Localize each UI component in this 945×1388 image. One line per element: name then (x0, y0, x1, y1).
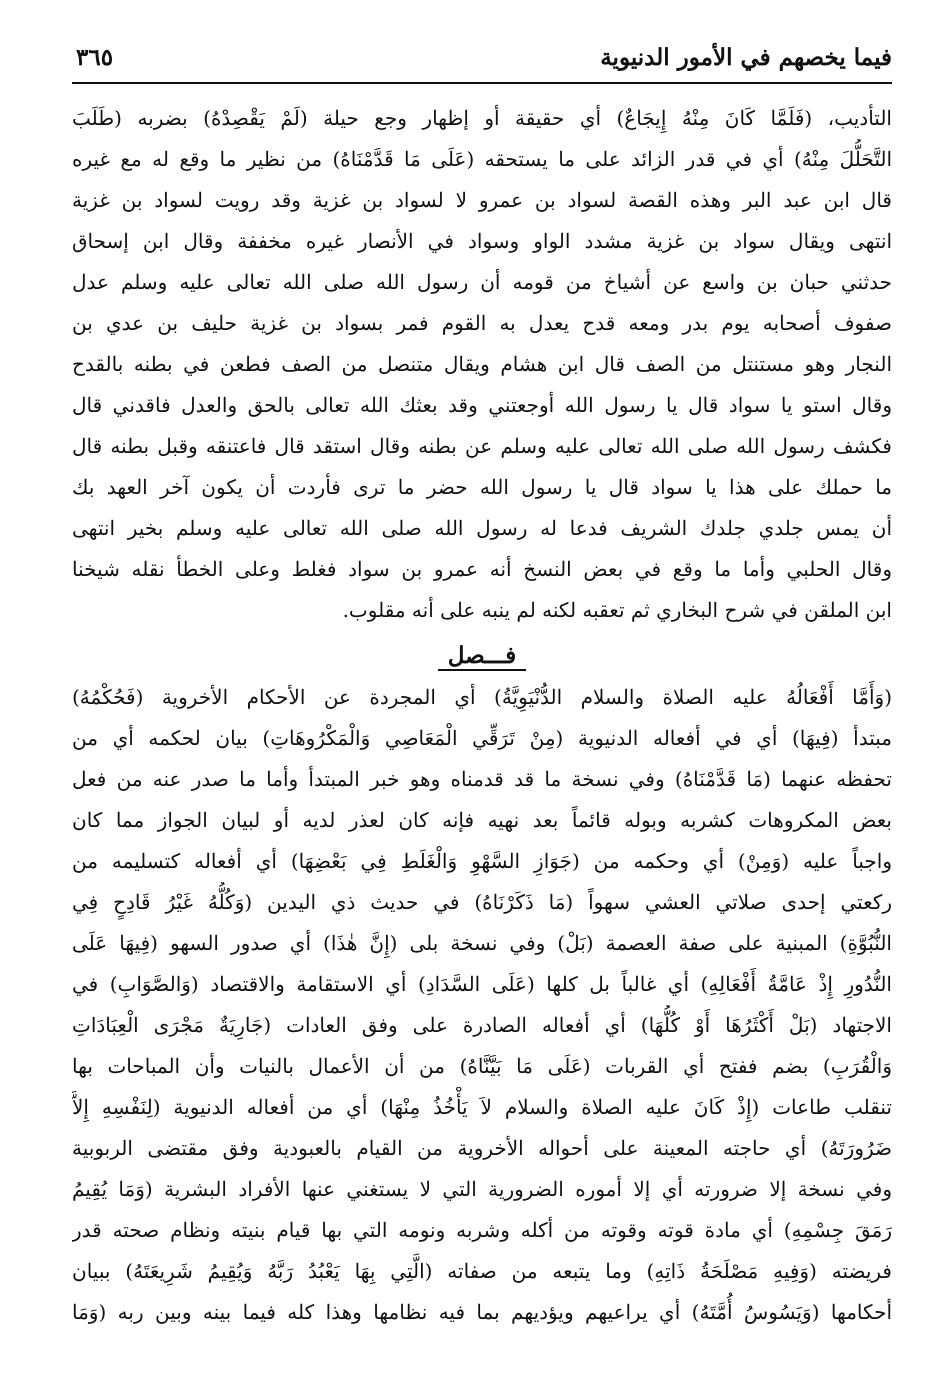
text-line: ضَرُورَتَهُ) أي حاجته المعينة على أحواله الأخروية من القيام بالعبودية وفق مقتضى الربوبية (72, 1136, 892, 1160)
text-line: النجار وهو مستنتل من الصف قال ابن هشام ويقال متنصل من الصف فطعن في بطنه بالقدح (72, 352, 892, 376)
text-line: انتهى ويقال سواد بن غزية مشدد الواو وسواد في الأنصار غيره مخففة وقال ابن إسحاق (72, 229, 892, 253)
text-line: وقال الحلبي وأما ما وقع في بعض النسخ أنه عمرو بن سواد فغلط وعلى الخطأ نقله شيخنا (72, 557, 892, 581)
text-line: فكشف رسول الله صلى الله تعالى عليه وسلم عن بطنه وقال استقد قال فاعتنقه وقبل بطنه قال (72, 434, 892, 458)
running-title: فيما يخصهم في الأمور الدنيوية (600, 44, 892, 71)
text-line: أحكامها (وَيَسُوسُ أُمَّتَهُ) أي يراعيهم ويؤديهم بما فيه نظامها وهذا كله فيما بينه وبين ربه (وَمَا (72, 1300, 892, 1324)
paragraph-2 (72, 677, 892, 1333)
body-text (72, 98, 892, 1333)
text-line: تحفظه عنهما (مَا قَدَّمْنَاهُ) وفي نسخة ما قد قدمناه وهو خبر المبتدأ وأما ما صدر عنه من فعل (72, 767, 892, 791)
book-page (72, 38, 892, 1333)
text-line: وقال استو يا سواد قال يا رسول الله أوجعتني وقد بعثك الله تعالى بالحق والعدل فاقدني قال (72, 393, 892, 417)
text-line: التَّحَلُّلَ مِنْهُ) أي في قدر الزائد على ما يستحقه (عَلَى مَا قَدَّمْنَاهُ) من نظير ما وقع له مع غيره (72, 147, 892, 171)
text-line: مبتدأ (فِيهَا) أي في أفعاله الدنيوية (مِنْ تَرَقِّي الْمَعَاصِي وَالْمَكْرُوهَاتِ) بيان لحكمه أي من (72, 726, 892, 750)
text-line: النُّدُورِ إِذْ عَامَّةُ أَفْعَالِهِ) أي غالباً بل كلها (عَلَى السَّدَادِ) أي الاستقامة والاقتصاد (وَالصَّوَابِ) في (72, 972, 892, 996)
text-line: النُّبُوَّةِ) المبنية على صفة العصمة (بَلْ) وفي نسخة بلى (إِنَّ هٰذَا) أي صدور السهو (فِيهَا عَلَى (72, 931, 892, 955)
text-line: رَمَقَ جِسْمِهِ) أي مادة قوته وقوته من أكله وشربه ونومه التي بها قيام بنيته ونظام صحته قدر (72, 1218, 892, 1242)
text-line: فريضته (وَفِيهِ مَصْلَحَةُ ذَاتِهِ) وما يتبعه من صفاته (الَّتِي بِهَا يَعْبُدُ رَبَّهُ وَيُقِيمُ شَرِيعَتَهُ) ببيان (72, 1259, 892, 1283)
text-line: ما حملك على هذا يا سواد قال يا رسول الله حضر ما ترى فأردت أن يكون آخر العهد بك (72, 475, 892, 499)
running-header (72, 38, 892, 84)
paragraph-1 (72, 98, 892, 631)
text-line: (وَأَمَّا أَفْعَالُهُ عليه الصلاة والسلام الدُّنْيَوِيَّةُ) أي المجردة عن الأحكام الأخروية (فَحُكْمُهُ) (72, 685, 892, 709)
text-line: صفوف أصحابه يوم بدر ومعه قدح يعدل به القوم فمر بسواد بن غزية حليف بن عدي بن (72, 311, 892, 335)
text-line: التأديب، (فَلَمَّا كَانَ مِنْهُ إِيجَاعٌ) أي حقيقة أو إظهار وجع حيلة (لَمْ يَقْصِدْهُ) بضربه (طَلَبَ (72, 106, 892, 130)
section-heading-text: فـــصل (438, 642, 527, 671)
text-line: تنقلب طاعات (إِذْ كَانَ عليه الصلاة والسلام لاَ يَأْخُذُ مِنْهَا) أي من أفعاله الدنيوية (لِنَفْسِهِ إِلاَّ (72, 1095, 892, 1119)
text-line: قال ابن عبد البر وهذه القصة لسواد بن عمرو لا لسواد بن غزية وقد رويت لسواد بن غزية (72, 188, 892, 212)
text-line: وفي نسخة إلا ضرورته أي إلا أموره الضرورية التي لا يستغني عنها الأفراد البشرية (وَمَا يُقِيمُ (72, 1177, 892, 1201)
section-heading (72, 631, 892, 677)
text-line: وَالْقُرَبِ) بضم ففتح أي القربات (عَلَى مَا بَيَّنَّاهُ) من أن الأعمال بالنيات وأن المباحات بها (72, 1054, 892, 1078)
text-line: بعض المكروهات كشربه وبوله قائماً بعد نهيه فإنه كان لعذر لديه أو لبيان الجواز مما كان (72, 808, 892, 832)
text-line: ركعتي إحدى صلاتي العشي سهواً (مَا ذَكَرْنَاهُ) في حديث ذي اليدين (وَكُلُّهُ غَيْرُ قَادِحٍ فِي (72, 890, 892, 914)
text-line: حدثني حبان بن واسع عن أشياخ من قومه أن رسول الله صلى الله تعالى عليه وسلم عدل (72, 270, 892, 294)
text-line: أن يمس جلدي جلدك الشريف فدعا له رسول الله صلى الله تعالى عليه وسلم بخير انتهى (72, 516, 892, 540)
text-line: الاجتهاد (بَلْ أَكْثَرُهَا أَوْ كُلُّهَا) أي أفعاله الصادرة على وفق العادات (جَارِيَةٌ مَجْرَى الْعِبَادَاتِ (72, 1013, 892, 1037)
page-number: ٣٦٥ (76, 44, 114, 71)
text-line: واجباً عليه (وَمِنْ) أي وحكمه من (جَوَازِ السَّهْوِ وَالْغَلَطِ فِي بَعْضِهَا) أي أفعاله كتسليمه من (72, 849, 892, 873)
text-line: ابن الملقن في شرح البخاري ثم تعقبه لكنه لم ينبه على أنه مقلوب. (342, 598, 892, 622)
